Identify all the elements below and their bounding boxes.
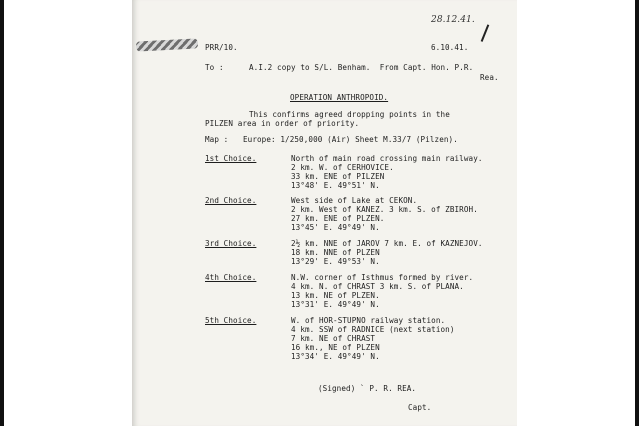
address-label: To : xyxy=(205,63,224,72)
map-label: Map : xyxy=(205,135,229,144)
choice-1-line-1: North of main road crossing main railway. xyxy=(291,154,483,163)
choice-1-line-4: 13°48' E. 49°51' N. xyxy=(291,181,380,190)
operation-title: OPERATION ANTHROPOID. xyxy=(290,93,389,102)
choice-2-line-3: 27 km. ENE of PLZEN. xyxy=(291,214,385,223)
choice-2-label: 2nd Choice. xyxy=(205,196,257,205)
choice-4-line-2: 4 km. N. of CHRAST 3 km. S. of PLANA. xyxy=(291,282,464,291)
choice-5-line-4: 16 km., NE of PLZEN xyxy=(291,343,380,352)
handwritten-date: 28.12.41. xyxy=(431,15,475,25)
choice-3-label: 3rd Choice. xyxy=(205,239,257,248)
choice-5-line-5: 13°34' E. 49°49' N. xyxy=(291,352,380,361)
intro-line-1: This confirms agreed dropping points in the xyxy=(249,110,450,119)
map-value: Europe: 1/250,000 (Air) Sheet M.33/7 (Pilzen). xyxy=(243,135,458,144)
choice-1-line-3: 33 km. ENE of PILZEN xyxy=(291,172,385,181)
reference-number: PRR/10. xyxy=(205,43,238,52)
choice-5-label: 5th Choice. xyxy=(205,316,257,325)
choice-3-line-1: 2½ km. NNE of JAROV 7 km. E. of KAZNEJOV. xyxy=(291,239,483,248)
choice-5-line-1: W. of HOR-STUPNO railway station. xyxy=(291,316,446,325)
choice-2-line-4: 13°45' E. 49°49' N. xyxy=(291,223,380,232)
choice-2-line-1: West side of Lake at CEKON. xyxy=(291,196,418,205)
choice-3-line-2: 18 km. NNE of PLZEN xyxy=(291,248,380,257)
choice-3-line-3: 13°29' E. 49°53' N. xyxy=(291,257,380,266)
choice-4-line-3: 13 km. NE of PLZEN. xyxy=(291,291,380,300)
address-line-1: A.I.2 copy to S/L. Benham. From Capt. Hon. P.R. xyxy=(249,63,474,72)
choice-4-line-4: 13°31' E. 49°49' N. xyxy=(291,300,380,309)
choice-2-line-2: 2 km. West of KANEZ. 3 km. S. of ZBIROH. xyxy=(291,205,478,214)
choice-1-line-2: 2 km. W. of CERHOVICE. xyxy=(291,163,394,172)
right-black-border xyxy=(635,0,639,426)
choice-4-label: 4th Choice. xyxy=(205,273,257,282)
intro-line-2: PILZEN area in order of priority. xyxy=(205,119,360,128)
address-line-2: Rea. xyxy=(480,73,499,82)
left-black-border xyxy=(0,0,4,426)
choice-4-line-1: N.W. corner of Isthmus formed by river. xyxy=(291,273,474,282)
choice-5-line-3: 7 km. NE of CHRAST xyxy=(291,334,376,343)
signature-rank: Capt. xyxy=(408,403,432,412)
choice-1-label: 1st Choice. xyxy=(205,154,257,163)
signature-line: (Signed) ` P. R. REA. xyxy=(318,384,417,393)
choice-5-line-2: 4 km. SSW of RADNICE (next station) xyxy=(291,325,455,334)
typed-date: 6.10.41. xyxy=(431,43,469,52)
